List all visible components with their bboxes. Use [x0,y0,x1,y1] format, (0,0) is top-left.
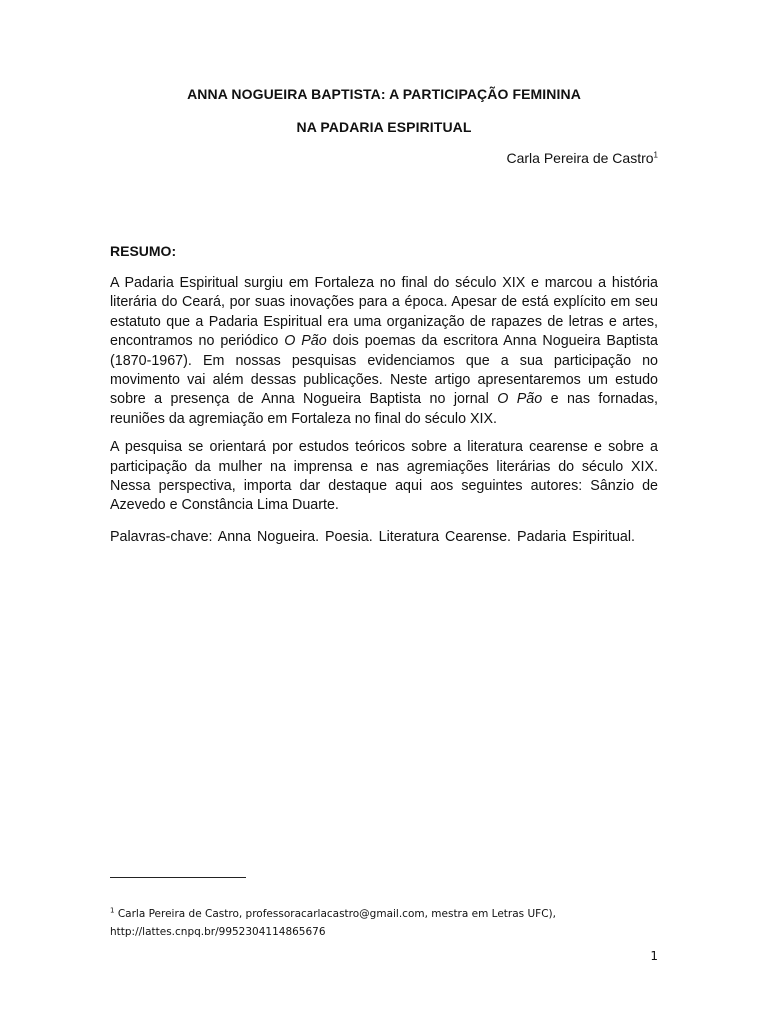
author-name-text: Carla Pereira de Castro [506,150,654,166]
abstract-paragraph-1 [110,274,658,429]
title-line-2: NA PADARIA ESPIRITUAL [296,119,472,135]
keywords: Palavras-chave: Anna Nogueira. Poesia. Literatura Cearense. Padaria Espiritual. [110,528,636,545]
footnote [110,906,658,941]
footnote-line-1 [110,906,658,924]
footnote-text: Carla Pereira de Castro, professoracarlacastro@gmail.com, mestra em Letras UFC), [117,908,556,920]
abstract-p1-part-e: e nas fornadas, reuniões da agremiação em Fortaleza no final do século XIX. [110,391,659,427]
periodical-title: O Pão [284,333,327,350]
author-footnote-mark[interactable]: 1 [653,150,658,160]
title-line-1: ANNA NOGUEIRA BAPTISTA: A PARTICIPAÇÃO FEMININA [187,86,581,102]
author-name [506,150,658,166]
abstract-heading: RESUMO: [110,243,177,259]
abstract-p1-part-c: dois poemas da escritora Anna Nogueira Baptista (1870-1967). Em nossas pesquisas evidenciamos que a sua participação no movimento vai além dessas publicações. Neste artigo apresentaremos um estudo sobre a presença de Anna Nogueira Baptista no jornal [110,333,658,408]
page-number: 1 [650,949,658,963]
footnote-separator [110,877,246,878]
abstract-paragraph-2: A pesquisa se orientará por estudos teóricos sobre a literatura cearense e sobre a participação da mulher na imprensa e nas agremiações literárias do século XIX. Nessa perspectiva, importa dar destaque aqui aos seguintes autores: Sânzio de Azevedo e Constância Lima Duarte. [110,439,658,514]
footnote-mark: 1 [110,906,115,915]
footnote-link[interactable]: http://lattes.cnpq.br/9952304114865676 [110,925,326,938]
periodical-title: O Pão [497,391,543,408]
abstract-body [110,274,658,558]
abstract-p1-part-a: A Padaria Espiritual surgiu em Fortaleza no final do século XIX e marcou a história literária do Ceará, por suas inovações para a época. Apesar de está explícito em seu estatuto que a Padaria Espiritual era uma organização de rapazes de letras e artes, encontramos no periódico [110,275,658,350]
